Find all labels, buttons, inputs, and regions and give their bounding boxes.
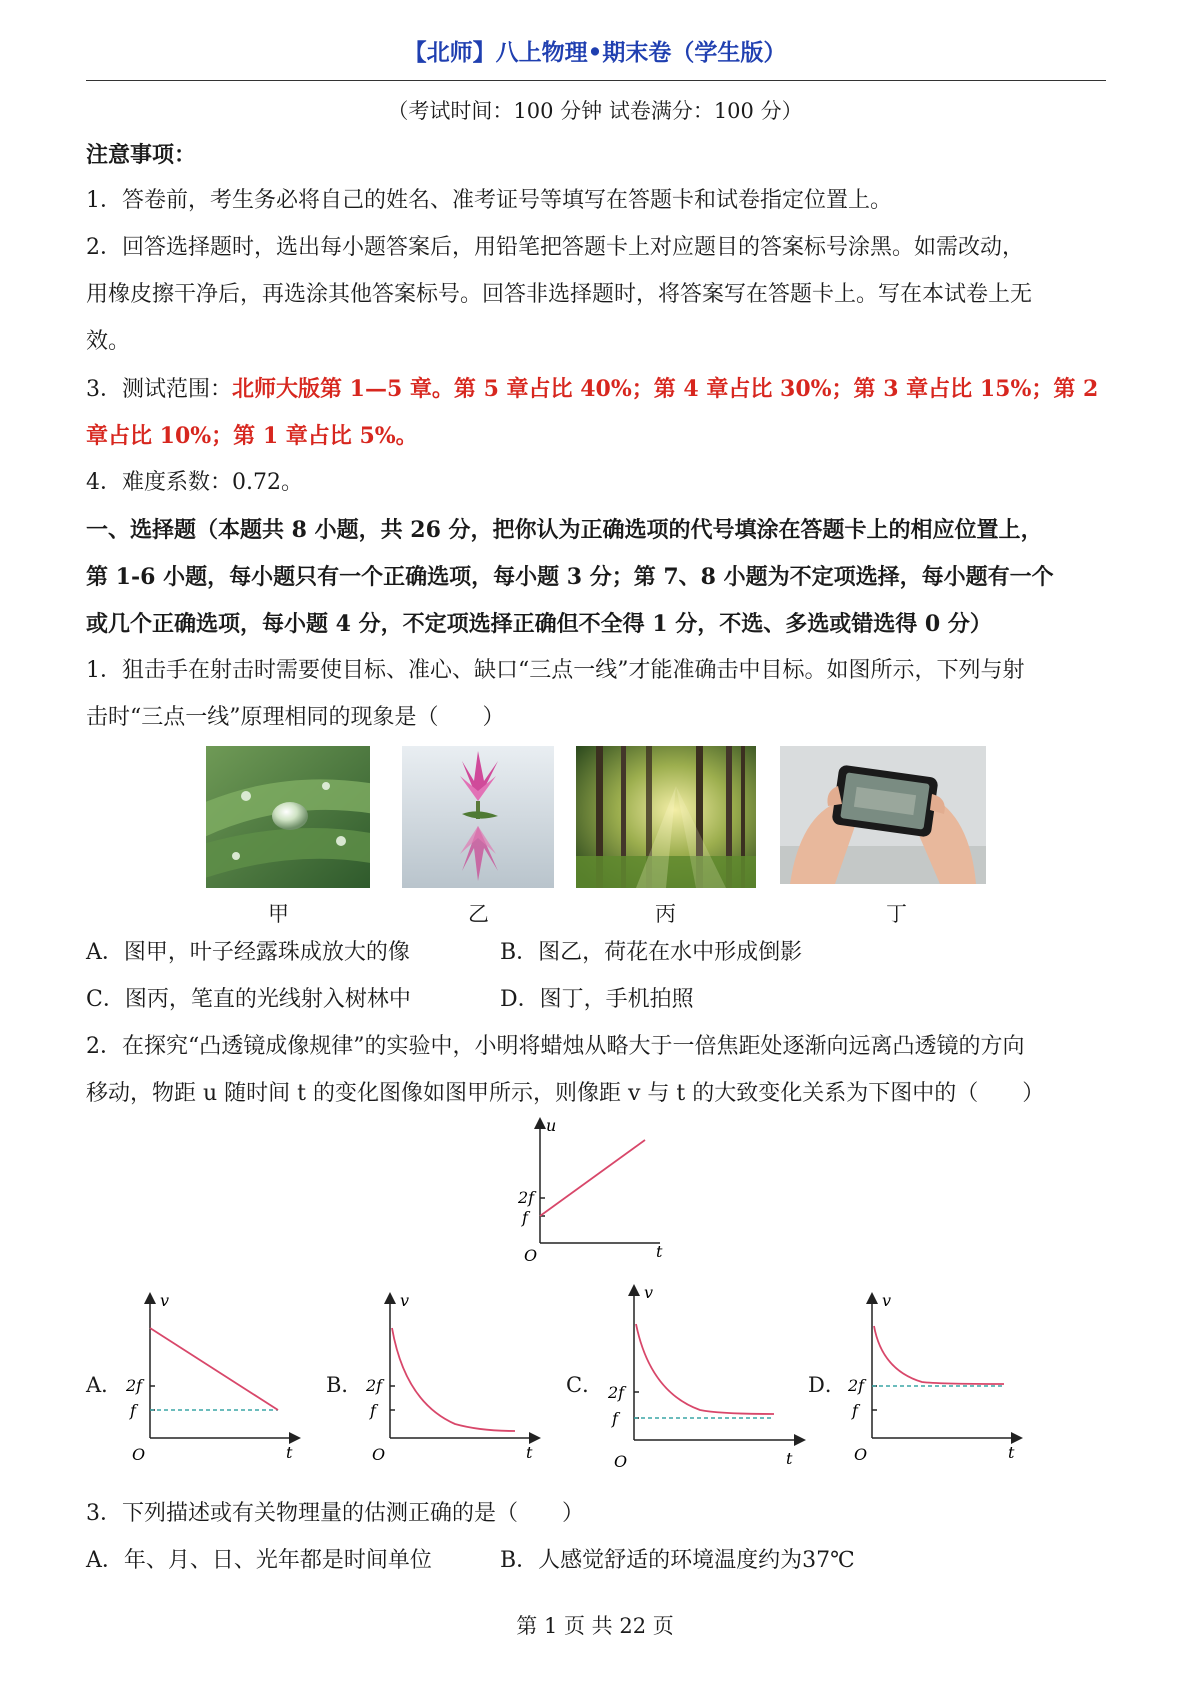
photo-dew-on-leaf bbox=[206, 746, 370, 888]
option-a-origin: O bbox=[132, 1445, 146, 1464]
header-rule bbox=[86, 80, 1106, 81]
q1-option-a: A．图甲，叶子经露珠成放大的像 bbox=[86, 940, 410, 965]
section1-line-3: 或几个正确选项，每小题 4 分，不定项选择正确但不全得 1 分，不选、多选或错选得 0 分） bbox=[86, 611, 992, 637]
q1-stem-line-1: 1．狙击手在射击时需要使目标、准心、缺口“三点一线”才能准确击中目标。如图所示，下列与射 bbox=[86, 658, 1025, 683]
tick-f-label: f bbox=[522, 1208, 528, 1227]
q1-option-b: B．图乙，荷花在水中形成倒影 bbox=[500, 940, 803, 965]
q2-option-b-label: B． bbox=[326, 1373, 363, 1397]
section1-line-2: 第 1-6 小题，每小题只有一个正确选项，每小题 3 分；第 7、8 小题为不定项选择，每小题有一个 bbox=[86, 564, 1054, 590]
graph-option-d bbox=[842, 1290, 1032, 1470]
notice-item-2-line-3: 效。 bbox=[86, 329, 131, 354]
caption-bing: 丙 bbox=[655, 902, 676, 926]
origin-label: O bbox=[524, 1246, 538, 1265]
q1-stem-line-2: 击时“三点一线”原理相同的现象是（ ） bbox=[86, 705, 505, 730]
photo-forest-light bbox=[576, 746, 756, 888]
q2-option-c-label: C． bbox=[566, 1373, 604, 1397]
option-d-axis-t: t bbox=[1008, 1443, 1015, 1462]
notice-item-3-range: 北师大版第 1—5 章。第 5 章占比 40%；第 4 章占比 30%；第 3 章占比 15%；第 2 bbox=[232, 376, 1099, 402]
graph-option-c bbox=[600, 1282, 810, 1472]
notice-item-2-line-1: 2．回答选择题时，选出每小题答案后，用铅笔把答题卡上对应题目的答案标号涂黑。如需改动， bbox=[86, 235, 1025, 260]
notice-item-1: 1．答卷前，考生务必将自己的姓名、准考证号等填写在答题卡和试卷指定位置上。 bbox=[86, 188, 892, 213]
page-footer: 第 1 页 共 22 页 bbox=[516, 1614, 674, 1638]
option-b-tick-2f: 2f bbox=[366, 1376, 383, 1395]
caption-yi: 乙 bbox=[468, 902, 489, 926]
option-d-tick-f: f bbox=[852, 1401, 858, 1420]
notice-item-2-line-2: 用橡皮擦干净后，再选涂其他答案标号。回答非选择题时，将答案写在答题卡上。写在本试卷上无 bbox=[86, 282, 1033, 307]
notice-item-3-prefix: 3．测试范围： bbox=[86, 377, 232, 402]
q3-option-b: B．人感觉舒适的环境温度约为37℃ bbox=[500, 1548, 855, 1573]
caption-ding: 丁 bbox=[886, 902, 907, 926]
q3-stem: 3．下列描述或有关物理量的估测正确的是（ ） bbox=[86, 1501, 584, 1526]
axis-t-label: t bbox=[656, 1242, 663, 1261]
option-d-axis-v: v bbox=[882, 1291, 892, 1310]
tick-2f-label: 2f bbox=[518, 1188, 535, 1207]
graph-u-vs-t bbox=[510, 1115, 670, 1265]
option-b-axis-v: v bbox=[400, 1291, 410, 1310]
option-d-origin: O bbox=[854, 1445, 868, 1464]
photo-phone-camera bbox=[780, 746, 986, 884]
q1-option-c: C．图丙，笔直的光线射入树林中 bbox=[86, 987, 411, 1012]
section1-line-1: 一、选择题（本题共 8 小题，共 26 分，把你认为正确选项的代号填涂在答题卡上的相应位置上， bbox=[86, 517, 1043, 543]
q2-stem-line-2: 移动，物距 u 随时间 t 的变化图像如图甲所示，则像距 v 与 t 的大致变化关系为下图中的（ ） bbox=[86, 1081, 1045, 1106]
option-a-tick-f: f bbox=[130, 1401, 136, 1420]
notice-item-4: 4．难度系数：0.72。 bbox=[86, 470, 303, 495]
q2-stem-line-1: 2．在探究“凸透镜成像规律”的实验中，小明将蜡烛从略大于一倍焦距处逐渐向远离凸透镜的方向 bbox=[86, 1034, 1025, 1059]
exam-subtitle: （考试时间：100 分钟 试卷满分：100 分） bbox=[387, 99, 803, 123]
graph-option-a bbox=[120, 1290, 310, 1470]
header-title: 【北师】八上物理•期末卷（学生版） bbox=[403, 39, 787, 66]
q1-option-d: D．图丁，手机拍照 bbox=[500, 987, 694, 1012]
option-c-origin: O bbox=[614, 1452, 628, 1471]
notice-heading: 注意事项： bbox=[86, 142, 197, 168]
caption-jia: 甲 bbox=[268, 902, 289, 926]
option-b-origin: O bbox=[372, 1445, 386, 1464]
option-b-axis-t: t bbox=[526, 1443, 533, 1462]
graph-option-b bbox=[360, 1290, 550, 1470]
option-c-axis-t: t bbox=[786, 1449, 793, 1468]
option-c-tick-2f: 2f bbox=[608, 1383, 625, 1402]
option-a-axis-v: v bbox=[160, 1291, 170, 1310]
option-c-tick-f: f bbox=[612, 1409, 618, 1428]
option-b-tick-f: f bbox=[370, 1401, 376, 1420]
q3-option-a: A．年、月、日、光年都是时间单位 bbox=[86, 1548, 432, 1573]
q2-option-a-label: A． bbox=[86, 1373, 123, 1397]
notice-item-3-line-1 bbox=[86, 374, 1098, 405]
q2-option-d-label: D． bbox=[808, 1373, 846, 1397]
photo-lotus-reflection bbox=[402, 746, 554, 888]
option-a-axis-t: t bbox=[286, 1443, 293, 1462]
option-a-tick-2f: 2f bbox=[126, 1376, 143, 1395]
option-d-tick-2f: 2f bbox=[848, 1376, 865, 1395]
axis-u-label: u bbox=[546, 1116, 557, 1135]
option-c-axis-v: v bbox=[644, 1283, 654, 1302]
notice-item-3-line-2: 章占比 10%；第 1 章占比 5%。 bbox=[86, 423, 418, 449]
